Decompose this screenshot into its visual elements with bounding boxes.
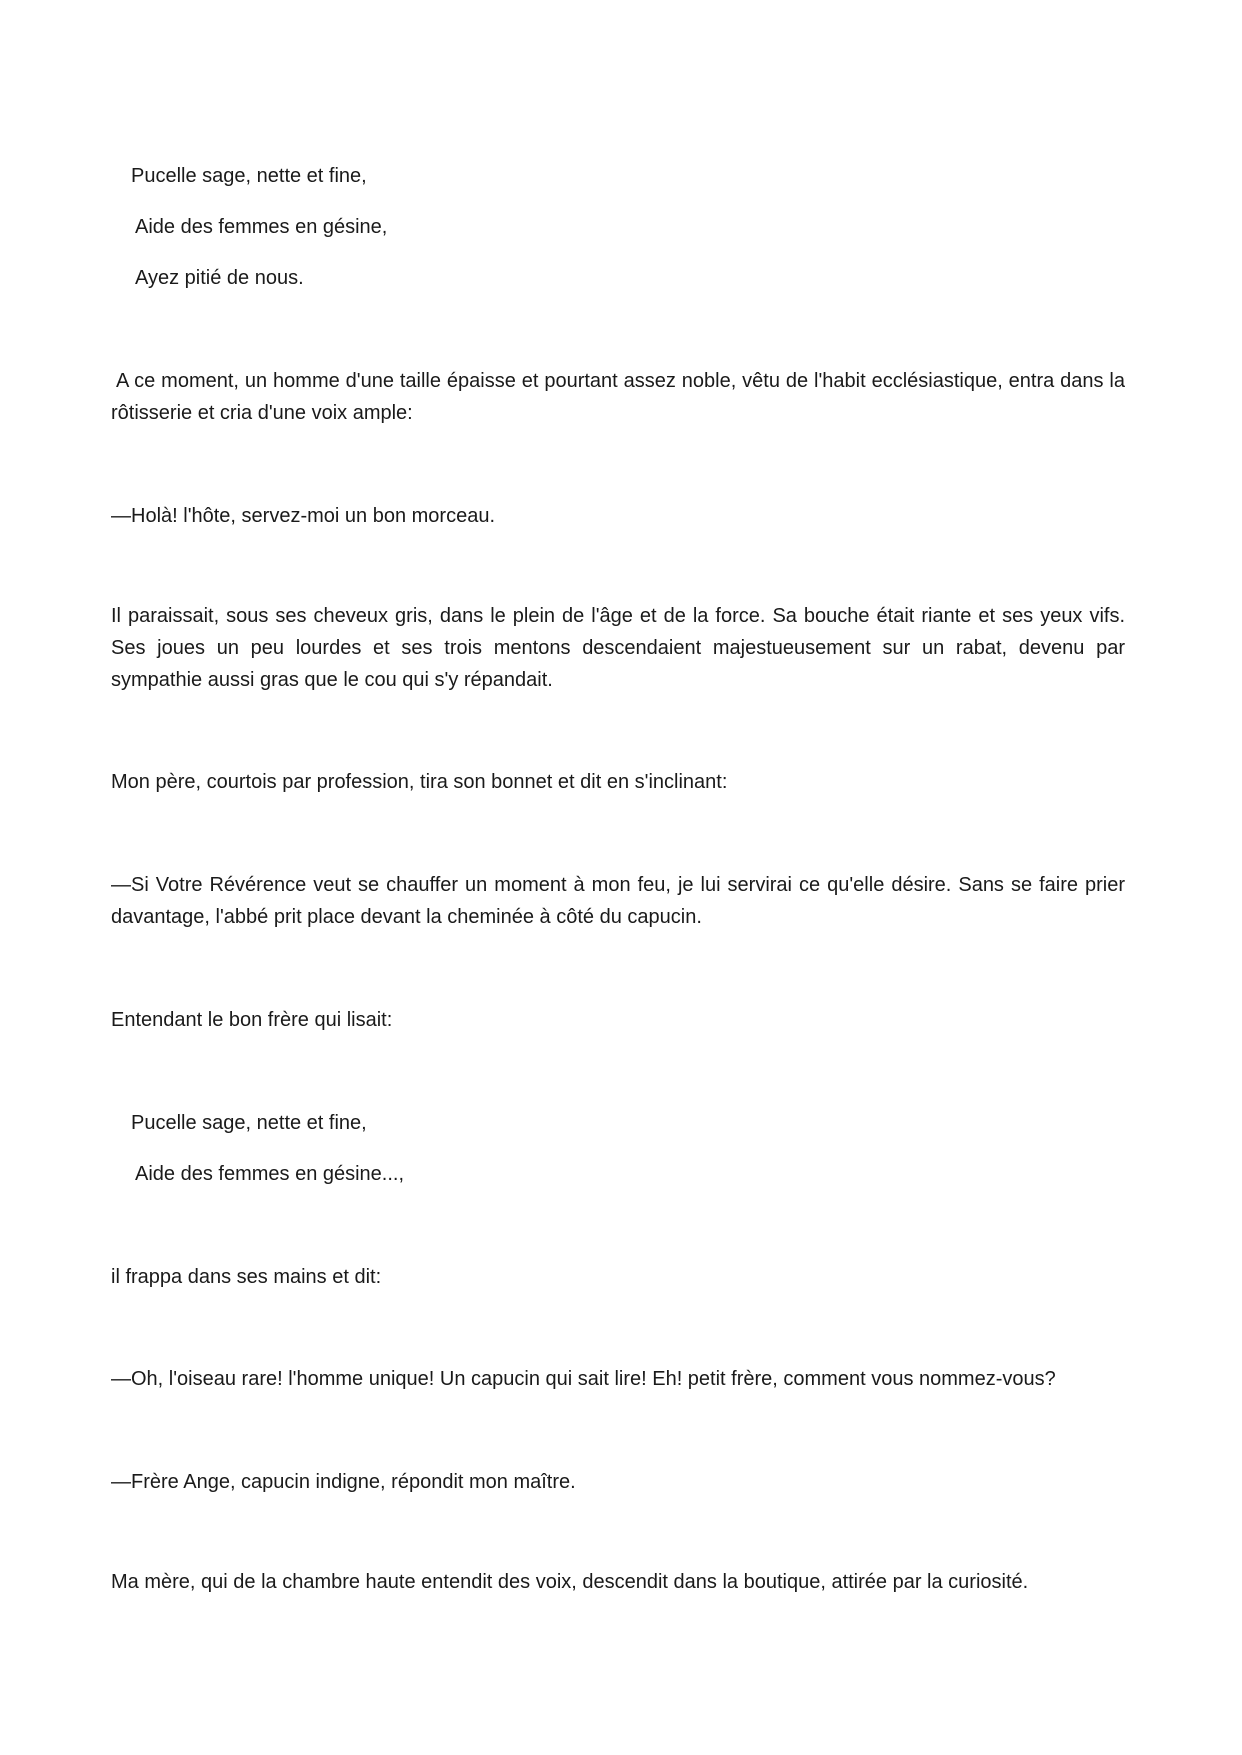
paragraph-10: Ma mère, qui de la chambre haute entendit des voix, descendit dans la boutique, attirée par la curiosité. [111, 1571, 1029, 1593]
verse1-line1: Pucelle sage, nette et fine, [131, 165, 367, 187]
verse1-line3: Ayez pitié de nous. [135, 267, 304, 289]
paragraph-9: —Frère Ange, capucin indigne, répondit mon maître. [111, 1471, 576, 1493]
paragraph-3: Il paraissait, sous ses cheveux gris, dans le plein de l'âge et de la force. Sa bouche était riante et ses yeux vifs. Ses joues un peu lourdes et ses trois mentons descendaient majestueusement sur un rabat, devenu par sympathie aussi gras que le cou qui s'y répandait. [111, 605, 1125, 691]
verse2-line1: Pucelle sage, nette et fine, [131, 1112, 367, 1134]
paragraph-4: Mon père, courtois par profession, tira son bonnet et dit en s'inclinant: [111, 771, 728, 793]
paragraph-5: —Si Votre Révérence veut se chauffer un moment à mon feu, je lui servirai ce qu'elle désire. Sans se faire prier davantage, l'abbé prit place devant la cheminée à côté du capucin. [111, 874, 1125, 928]
paragraph-6: Entendant le bon frère qui lisait: [111, 1009, 393, 1031]
paragraph-1: A ce moment, un homme d'une taille épaisse et pourtant assez noble, vêtu de l'habit ecclésiastique, entra dans la rôtisserie et cria d'une voix ample: [111, 370, 1125, 424]
verse1-line2: Aide des femmes en gésine, [135, 216, 388, 238]
paragraph-2: —Holà! l'hôte, servez-moi un bon morceau. [111, 505, 495, 527]
verse2-line2: Aide des femmes en gésine..., [135, 1163, 405, 1185]
paragraph-8: —Oh, l'oiseau rare! l'homme unique! Un capucin qui sait lire! Eh! petit frère, comment vous nommez-vous? [111, 1368, 1056, 1390]
paragraph-7: il frappa dans ses mains et dit: [111, 1266, 382, 1288]
